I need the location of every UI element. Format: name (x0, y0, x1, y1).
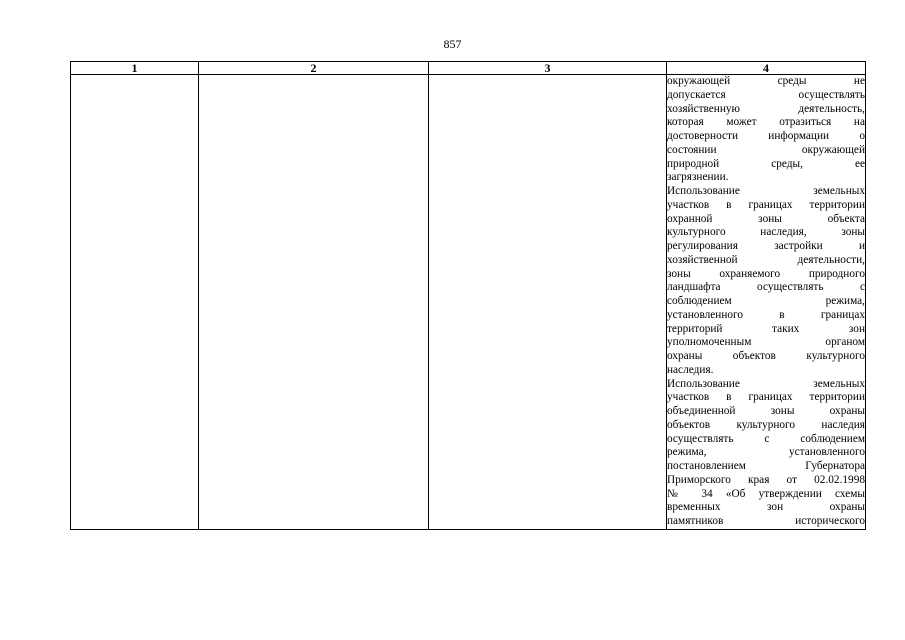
text-line: которая может отразиться на (667, 116, 865, 129)
column-header-4: 4 (667, 62, 866, 75)
text-line: объединенной зоны охраны (667, 405, 865, 417)
text-line: достоверности информации о (667, 130, 865, 142)
text-line: культурного наследия, зоны (667, 226, 865, 239)
text-line: № 34 «Об утверждении схемы (667, 487, 865, 500)
text-line: окружающей среды не (667, 75, 865, 87)
text-line: установленного в границах (667, 308, 865, 321)
text-line: ландшафта осуществлять с (667, 281, 865, 294)
table-row (71, 75, 866, 530)
text-line: соблюдением режима, (667, 295, 865, 307)
text-line: Использование земельных (667, 185, 865, 197)
text-line: уполномоченным органом (667, 336, 865, 349)
text-line: временных зон охраны (667, 501, 865, 514)
text-line: охраны объектов культурного (667, 350, 865, 362)
text-line: осуществлять с соблюдением (667, 432, 865, 445)
cell-col-4 (667, 75, 866, 530)
page-number: 857 (443, 37, 462, 51)
text-line: постановлением Губернатора (667, 460, 865, 472)
text-line: хозяйственную деятельность, (667, 102, 865, 115)
column-header-2: 2 (199, 62, 429, 75)
text-line: Использование земельных (667, 377, 865, 390)
table-header-row (71, 62, 866, 75)
text-line: загрязнении. (667, 171, 729, 184)
text-line: объектов культурного наследия (667, 418, 865, 431)
column-header-3: 3 (429, 62, 667, 75)
text-line: Приморского края от 02.02.1998 (667, 473, 865, 486)
text-line: наследия. (667, 363, 714, 376)
text-line: охранной зоны объекта (667, 212, 865, 225)
text-line: хозяйственной деятельности, (667, 253, 865, 266)
text-line: участков в границах территории (667, 198, 865, 211)
cell-col-2 (199, 75, 429, 530)
text-line: территорий таких зон (667, 322, 865, 335)
cell-col-3 (429, 75, 667, 530)
text-line: допускается осуществлять (667, 88, 865, 101)
cell-col-1 (71, 75, 199, 530)
text-line: памятников исторического (667, 515, 865, 527)
text-line: режима, установленного (667, 446, 865, 459)
text-line: состоянии окружающей (667, 143, 865, 156)
text-line: зоны охраняемого природного (667, 267, 865, 280)
column-header-1: 1 (71, 62, 199, 75)
document-table (70, 61, 866, 530)
text-line: регулирования застройки и (667, 240, 865, 252)
text-line: участков в границах территории (667, 391, 865, 404)
text-line: природной среды, ее (667, 157, 865, 170)
